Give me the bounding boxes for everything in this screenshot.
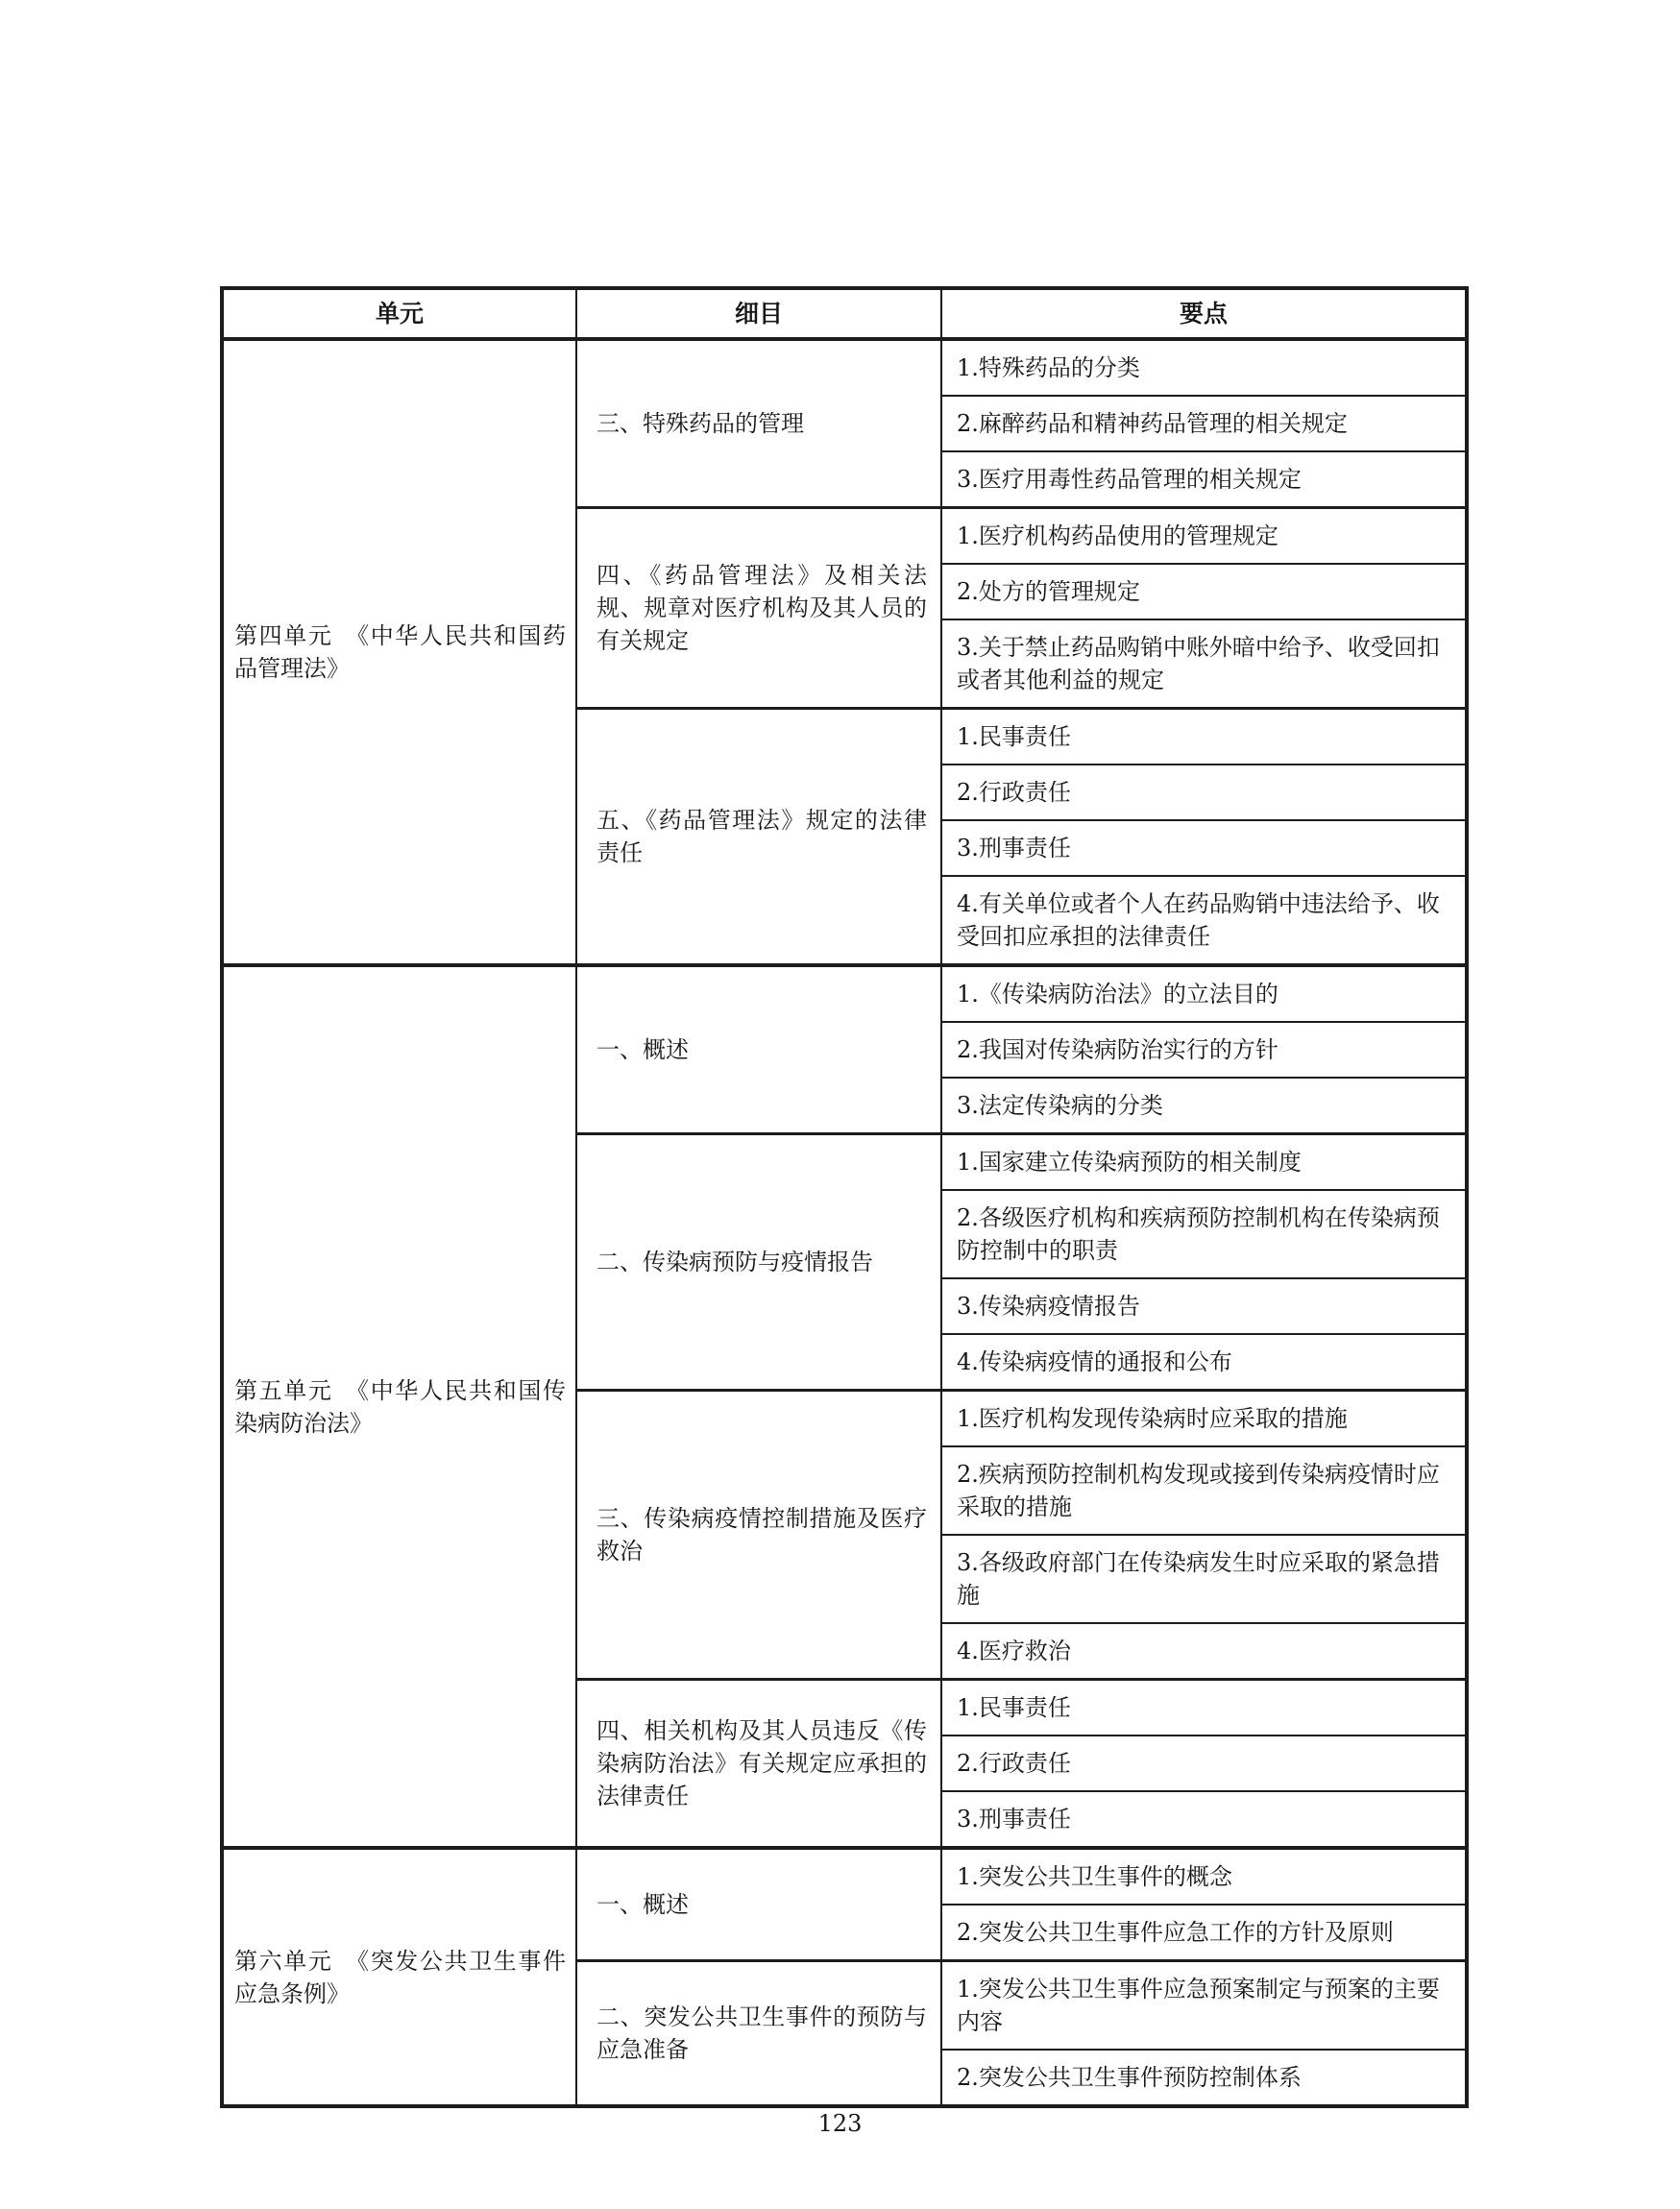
detail-cell: 四、相关机构及其人员违反《传染病防治法》有关规定应承担的法律责任 xyxy=(576,1680,941,1849)
detail-cell: 二、突发公共卫生事件的预防与应急准备 xyxy=(576,1961,941,2107)
point-cell: 1.医疗机构发现传染病时应采取的措施 xyxy=(941,1391,1467,1447)
point-cell: 2.突发公共卫生事件预防控制体系 xyxy=(941,2050,1467,2106)
point-cell: 3.刑事责任 xyxy=(941,820,1467,876)
table-row xyxy=(222,339,1467,396)
point-cell: 3.法定传染病的分类 xyxy=(941,1078,1467,1134)
point-cell: 3.各级政府部门在传染病发生时应采取的紧急措施 xyxy=(941,1535,1467,1623)
point-cell: 3.关于禁止药品购销中账外暗中给予、收受回扣或者其他利益的规定 xyxy=(941,619,1467,709)
point-cell: 4.传染病疫情的通报和公布 xyxy=(941,1334,1467,1391)
point-cell: 1.特殊药品的分类 xyxy=(941,339,1467,396)
unit-cell: 第六单元 《突发公共卫生事件应急条例》 xyxy=(222,1848,576,2106)
point-cell: 1.突发公共卫生事件应急预案制定与预案的主要内容 xyxy=(941,1961,1467,2051)
point-cell: 2.处方的管理规定 xyxy=(941,564,1467,619)
point-cell: 1.《传染病防治法》的立法目的 xyxy=(941,965,1467,1022)
point-cell: 2.行政责任 xyxy=(941,1736,1467,1791)
point-cell: 1.民事责任 xyxy=(941,709,1467,765)
detail-cell: 四、《药品管理法》及相关法规、规章对医疗机构及其人员的有关规定 xyxy=(576,508,941,709)
point-cell: 2.各级医疗机构和疾病预防控制机构在传染病预防控制中的职责 xyxy=(941,1190,1467,1278)
point-cell: 2.行政责任 xyxy=(941,765,1467,820)
page-number: 123 xyxy=(817,2110,863,2137)
unit-cell: 第五单元 《中华人民共和国传染病防治法》 xyxy=(222,965,576,1848)
detail-cell: 一、概述 xyxy=(576,965,941,1134)
column-header-detail: 细目 xyxy=(576,288,941,339)
point-cell: 1.医疗机构药品使用的管理规定 xyxy=(941,508,1467,565)
column-header-points: 要点 xyxy=(941,288,1467,339)
point-cell: 2.我国对传染病防治实行的方针 xyxy=(941,1022,1467,1078)
detail-cell: 五、《药品管理法》规定的法律责任 xyxy=(576,709,941,966)
point-cell: 2.麻醉药品和精神药品管理的相关规定 xyxy=(941,396,1467,451)
point-cell: 4.医疗救治 xyxy=(941,1623,1467,1680)
point-cell: 3.传染病疫情报告 xyxy=(941,1278,1467,1334)
syllabus-table xyxy=(220,286,1469,2108)
detail-cell: 三、传染病疫情控制措施及医疗救治 xyxy=(576,1391,941,1680)
point-cell: 1.民事责任 xyxy=(941,1680,1467,1736)
column-header-unit: 单元 xyxy=(222,288,576,339)
point-cell: 2.疾病预防控制机构发现或接到传染病疫情时应采取的措施 xyxy=(941,1446,1467,1535)
point-cell: 4.有关单位或者个人在药品购销中违法给予、收受回扣应承担的法律责任 xyxy=(941,876,1467,965)
syllabus-table-body xyxy=(222,339,1467,2106)
point-cell: 2.突发公共卫生事件应急工作的方针及原则 xyxy=(941,1905,1467,1961)
point-cell: 3.刑事责任 xyxy=(941,1791,1467,1848)
unit-cell: 第四单元 《中华人民共和国药品管理法》 xyxy=(222,339,576,965)
point-cell: 1.突发公共卫生事件的概念 xyxy=(941,1848,1467,1905)
point-cell: 3.医疗用毒性药品管理的相关规定 xyxy=(941,451,1467,508)
detail-cell: 三、特殊药品的管理 xyxy=(576,339,941,508)
table-row xyxy=(222,965,1467,1022)
detail-cell: 一、概述 xyxy=(576,1848,941,1961)
table-row xyxy=(222,1848,1467,1905)
header-row xyxy=(222,288,1467,339)
detail-cell: 二、传染病预防与疫情报告 xyxy=(576,1134,941,1391)
point-cell: 1.国家建立传染病预防的相关制度 xyxy=(941,1134,1467,1191)
